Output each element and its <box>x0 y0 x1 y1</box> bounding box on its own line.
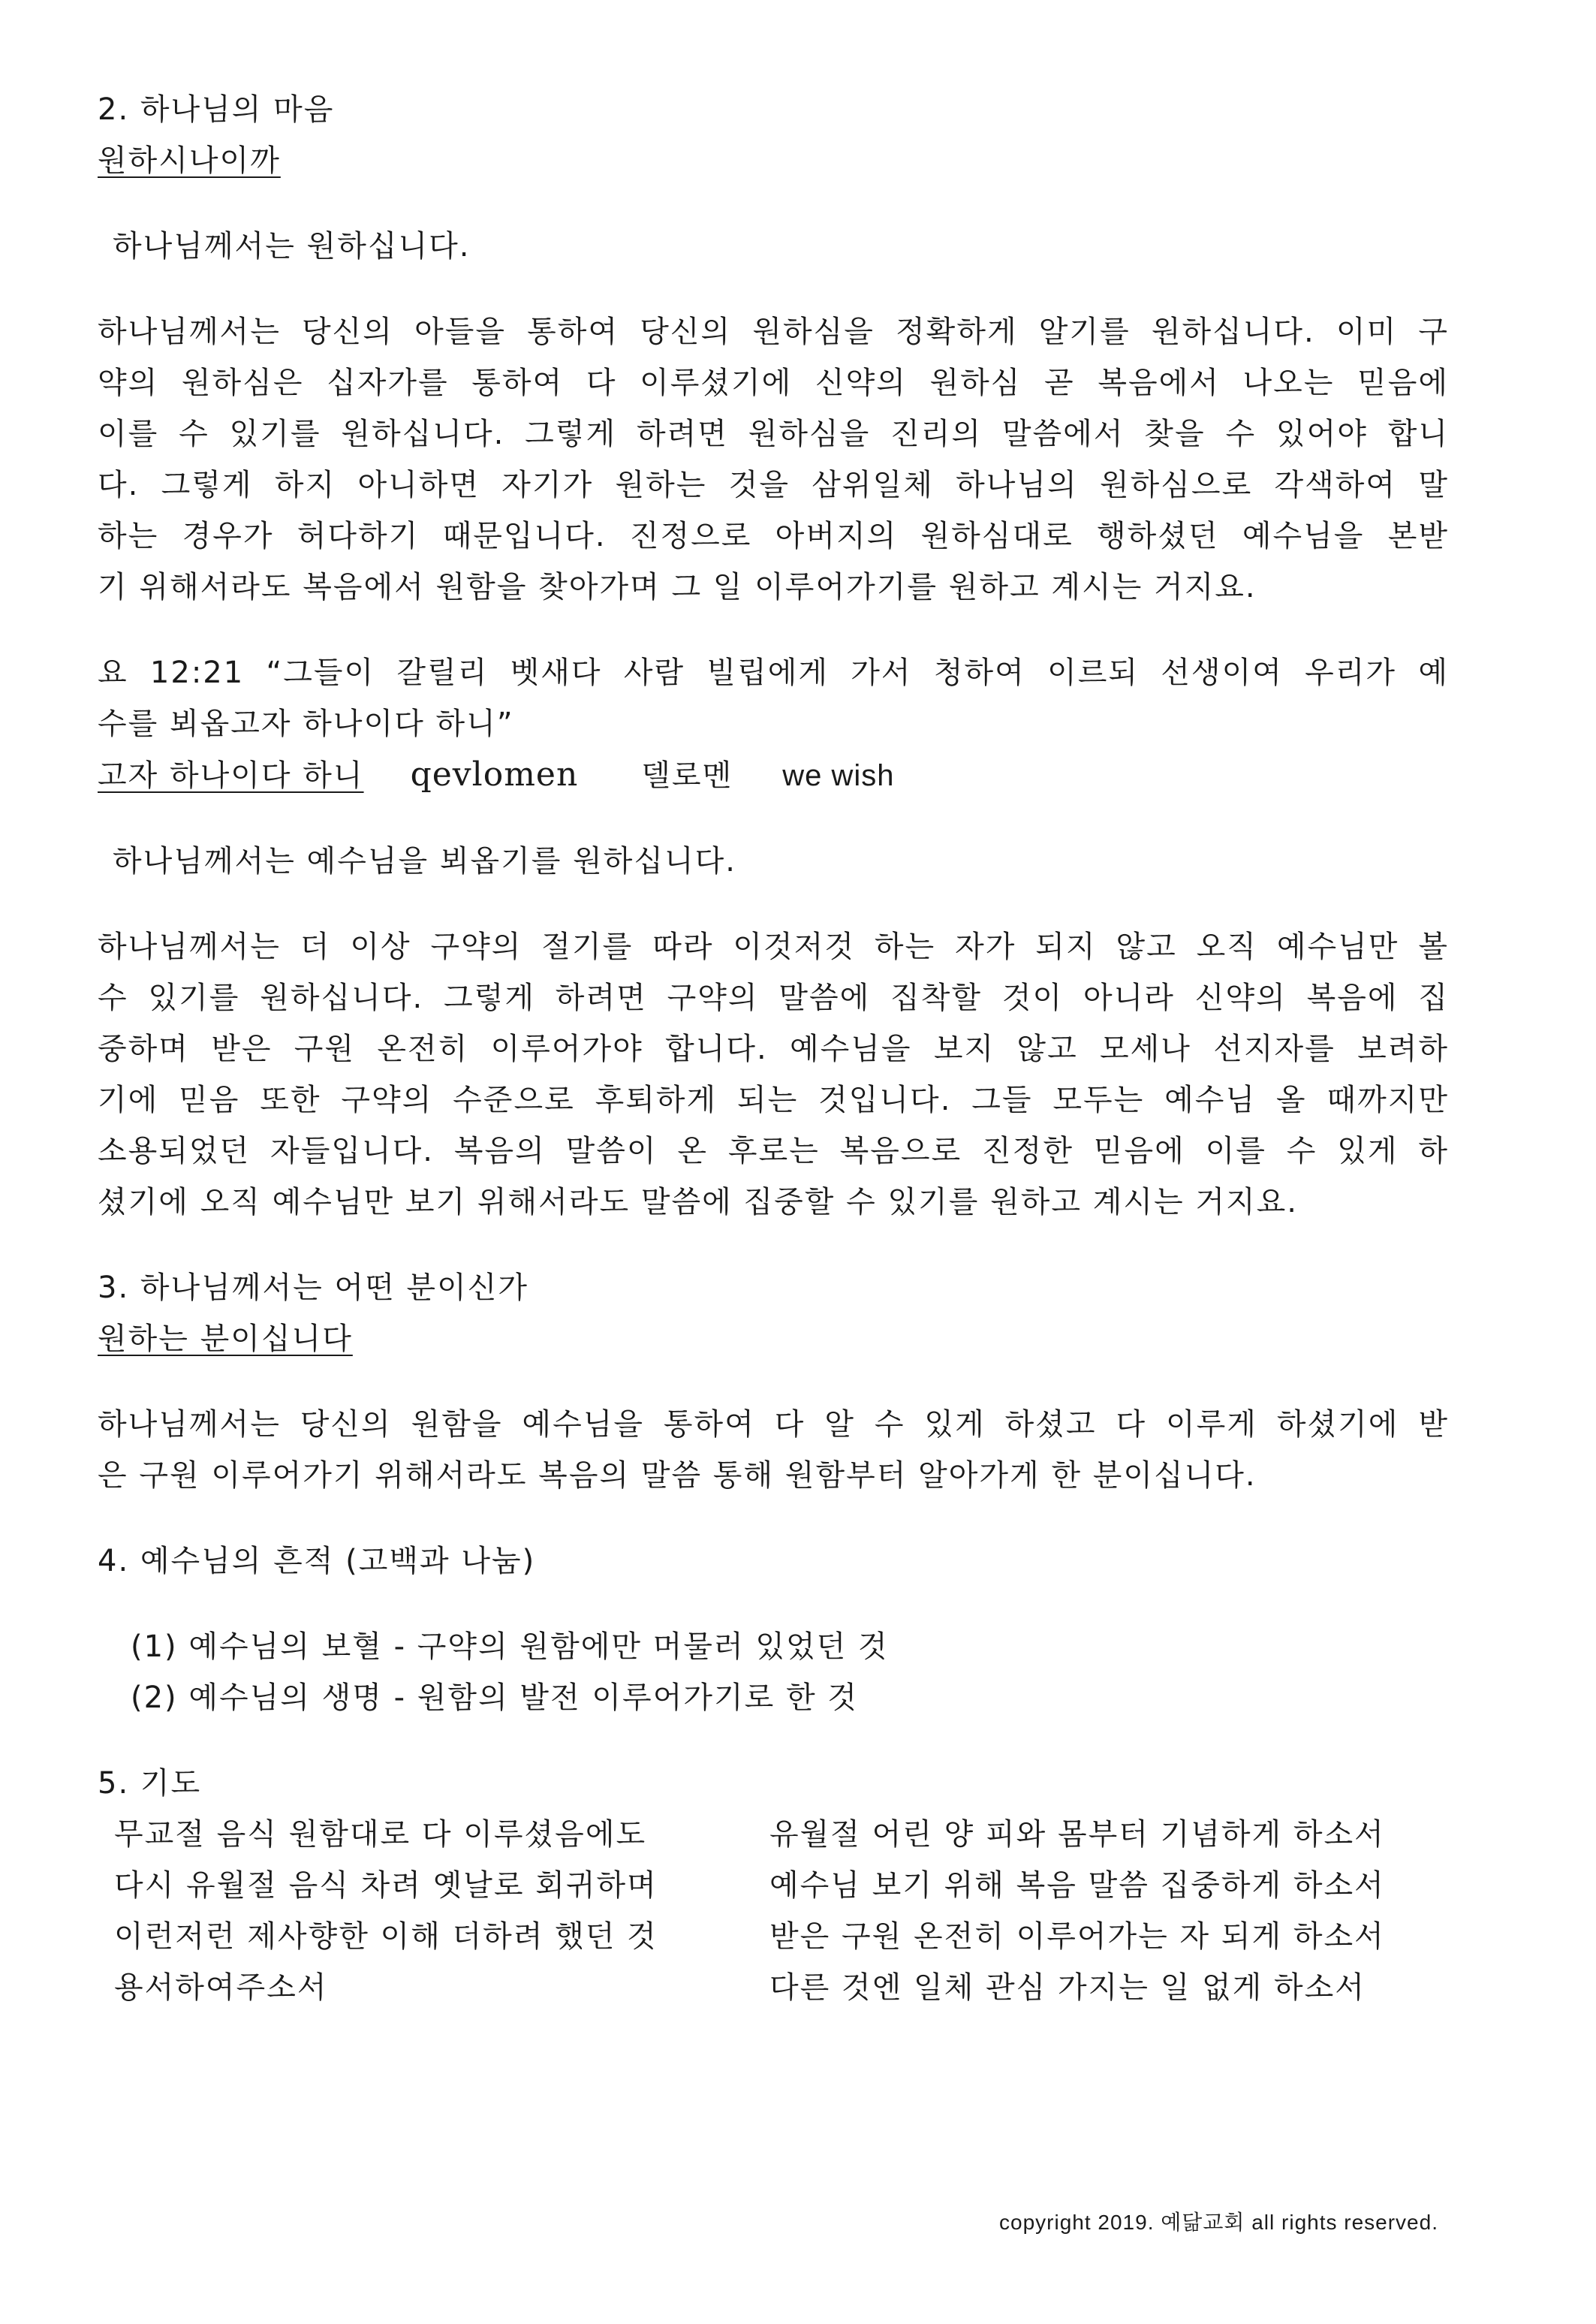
verse-line: 요 12:21 “그들이 갈릴리 벳새다 사람 빌립에게 가서 청하여 이르되 선생이여 우리가 예 <box>98 656 1449 690</box>
list-item: (1) 예수님의 보혈 - 구약의 원함에만 머물러 있었던 것 <box>131 1629 889 1664</box>
paragraph-line: 하는 경우가 허다하기 때문입니다. 진정으로 아버지의 원하심대로 행하셨던 예수님을 본받 <box>98 519 1449 553</box>
paragraph-line: 약의 원하심은 십자가를 통하여 다 이루셨기에 신약의 원하심 곧 복음에서 나오는 믿음에 <box>98 366 1449 400</box>
section-4-list <box>98 1621 1449 1723</box>
section-2-lead-2: 하나님께서는 예수님을 뵈옵기를 원하십니다. <box>113 844 737 879</box>
prayer-line: 유월절 어린 양 피와 몸부터 기념하게 하소서 <box>769 1817 1385 1852</box>
section-2-lead: 하나님께서는 원하십니다. <box>113 229 471 264</box>
paragraph-line: 하나님께서는 당신의 아들을 통하여 당신의 원하심을 정확하게 알기를 원하십니다. 이미 구 <box>98 315 1449 349</box>
section-2-subheading: 원하시나이까 <box>98 143 281 178</box>
section-3-subheading: 원하는 분이십니다 <box>98 1322 353 1356</box>
paragraph-line: 하나님께서는 더 이상 구약의 절기를 따라 이것저것 하는 자가 되지 않고 오직 예수님만 볼 <box>98 930 1449 964</box>
prayer-line: 예수님 보기 위해 복음 말씀 집중하게 하소서 <box>769 1868 1385 1903</box>
paragraph-line: 수 있기를 원하십니다. 그렇게 하려면 구약의 말씀에 집착할 것이 아니라 신약의 복음에 집 <box>98 981 1449 1015</box>
paragraph-line: 이를 수 있기를 원하십니다. 그렇게 하려면 원하심을 진리의 말씀에서 찾을 수 있어야 합니 <box>98 417 1449 451</box>
word-study-korean: 고자 하나이다 하니 <box>98 758 364 793</box>
paragraph-line: 다. 그렇게 하지 아니하면 자기가 원하는 것을 삼위일체 하나님의 원하심으로 각색하여 말 <box>98 468 1449 502</box>
verse-line: 수를 뵈옵고자 하나이다 하니” <box>98 707 514 741</box>
prayer-line: 용서하여주소서 <box>114 1970 328 2005</box>
prayer-line: 받은 구원 온전히 이루어가는 자 되게 하소서 <box>769 1919 1385 1954</box>
section-3-paragraph <box>98 1399 1449 1501</box>
bible-verse <box>98 647 1449 749</box>
copyright-footer: copyright 2019. 예닮교회 all rights reserved. <box>999 2211 1438 2234</box>
list-item: (2) 예수님의 생명 - 원함의 발전 이루어가기로 한 것 <box>131 1680 858 1715</box>
section-2-paragraph-2 <box>98 921 1449 1228</box>
document-page <box>98 84 1449 2013</box>
paragraph-line: 중하며 받은 구원 온전히 이루어가야 합니다. 예수님을 보지 않고 모세나 선지자를 보려하 <box>98 1032 1449 1066</box>
prayer-line: 무교절 음식 원함대로 다 이루셨음에도 <box>114 1817 647 1852</box>
prayer-right-column <box>769 1809 1385 2013</box>
paragraph-line: 기에 믿음 또한 구약의 수준으로 후퇴하게 되는 것입니다. 그들 모두는 예수님 올 때까지만 <box>98 1083 1449 1117</box>
section-2-heading: 2. 하나님의 마음 <box>98 92 335 127</box>
paragraph-line: 하나님께서는 당신의 원함을 예수님을 통하여 다 알 수 있게 하셨고 다 이루게 하셨기에 받 <box>98 1407 1449 1442</box>
section-4-heading: 4. 예수님의 흔적 (고백과 나눔) <box>98 1544 536 1578</box>
prayer-line: 다른 것엔 일체 관심 가지는 일 없게 하소서 <box>769 1970 1366 2005</box>
prayer-columns <box>98 1809 1449 2013</box>
word-study-line <box>98 749 1449 801</box>
word-study-pronunciation: 델로멘 <box>641 758 733 793</box>
section-5-heading: 5. 기도 <box>98 1766 202 1801</box>
paragraph-line: 기 위해서라도 복음에서 원함을 찾아가며 그 일 이루어가기를 원하고 계시는 거지요. <box>98 570 1257 604</box>
prayer-line: 다시 유월절 음식 차려 옛날로 회귀하며 <box>114 1868 658 1903</box>
section-3-heading: 3. 하나님께서는 어떤 분이신가 <box>98 1271 528 1305</box>
prayer-left-column <box>114 1809 658 2013</box>
paragraph-line: 소용되었던 자들입니다. 복음의 말씀이 온 후로는 복음으로 진정한 믿음에 이를 수 있게 하 <box>98 1134 1449 1168</box>
paragraph-line: 셨기에 오직 예수님만 보기 위해서라도 말씀에 집중할 수 있기를 원하고 계시는 거지요. <box>98 1185 1298 1219</box>
paragraph-line: 은 구원 이루어가기 위해서라도 복음의 말씀 통해 원함부터 알아가게 한 분이십니다. <box>98 1458 1257 1493</box>
word-study-english: we wish <box>782 759 895 792</box>
section-2-paragraph-1 <box>98 306 1449 613</box>
word-study-greek: qevlomen <box>410 755 579 794</box>
prayer-line: 이런저런 제사향한 이해 더하려 했던 것 <box>114 1919 658 1954</box>
